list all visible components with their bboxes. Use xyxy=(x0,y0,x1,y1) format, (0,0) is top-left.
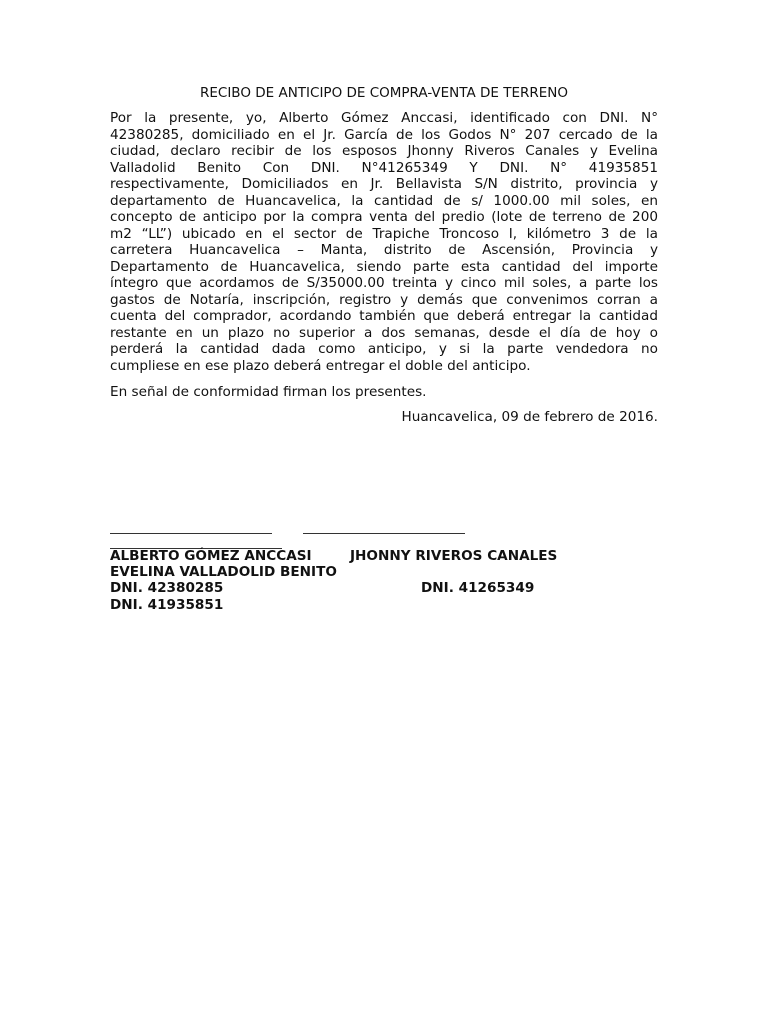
signature-row xyxy=(110,597,670,613)
body-line: concepto de anticipo por la compra venta del predio (lote de terreno de 200 xyxy=(110,209,658,225)
signature-line-seller xyxy=(110,533,272,534)
body-line: 42380285, domiciliado en el Jr. García de los Godos N° 207 cercado de la xyxy=(110,126,658,143)
body-line: ciudad, declaro recibir de los esposos Jhonny Riveros Canales y Evelina xyxy=(110,143,658,159)
body-line: Valladolid Benito Con DNI. N°41265349 Y DNI. N° 41935851 xyxy=(110,159,658,176)
body-line: Departamento de Huancavelica, siendo parte esta cantidad del importe xyxy=(110,258,658,275)
body-line: perderá la cantidad dada como anticipo, y si la parte vendedora no xyxy=(110,341,658,357)
signatory-dni-buyer-2: DNI. 41935851 xyxy=(110,596,224,613)
signatory-name-buyer-2: EVELINA VALLADOLID BENITO xyxy=(110,564,337,581)
signature-row xyxy=(110,564,670,580)
body-line: Por la presente, yo, Alberto Gómez Anccasi, identificado con DNI. N° xyxy=(110,110,658,126)
signature-block xyxy=(110,548,670,613)
signatory-name-buyer: JHONNY RIVEROS CANALES xyxy=(350,548,558,564)
signatory-dni-buyer: DNI. 41265349 xyxy=(421,580,535,597)
document-date: Huancavelica, 09 de febrero de 2016. xyxy=(401,409,658,425)
body-line: cuenta del comprador, acordando también que deberá entregar la cantidad xyxy=(110,308,658,324)
document-content xyxy=(110,84,658,426)
body-line: m2 “LL”) ubicado en el sector de Trapiche Troncoso I, kilómetro 3 de la xyxy=(110,225,658,242)
body-paragraph xyxy=(110,110,658,374)
signatory-dni-seller: DNI. 42380285 xyxy=(110,580,224,597)
signature-row xyxy=(110,580,670,596)
body-line: gastos de Notaría, inscripción, registro y demás que convenimos corran a xyxy=(110,291,658,308)
body-line: departamento de Huancavelica, la cantidad de s/ 1000.00 mil soles, en xyxy=(110,192,658,209)
body-line: carretera Huancavelica – Manta, distrito de Ascensión, Provincia y xyxy=(110,242,658,258)
body-line: respectivamente, Domiciliados en Jr. Bellavista S/N distrito, provincia y xyxy=(110,176,658,192)
signature-row xyxy=(110,548,670,564)
body-line: cumpliese en ese plazo deberá entregar el doble del anticipo. xyxy=(110,357,531,374)
closing-statement: En señal de conformidad firman los presentes. xyxy=(110,384,427,400)
signature-line-buyer xyxy=(303,533,465,534)
body-line: íntegro que acordamos de S/35000.00 treinta y cinco mil soles, a parte los xyxy=(110,275,658,291)
body-line: restante en un plazo no superior a dos semanas, desde el día de hoy o xyxy=(110,324,658,341)
signatory-name-seller: ALBERTO GÓMEZ ANCCASI xyxy=(110,548,312,564)
document-title: RECIBO DE ANTICIPO DE COMPRA-VENTA DE TERRENO xyxy=(199,85,568,101)
